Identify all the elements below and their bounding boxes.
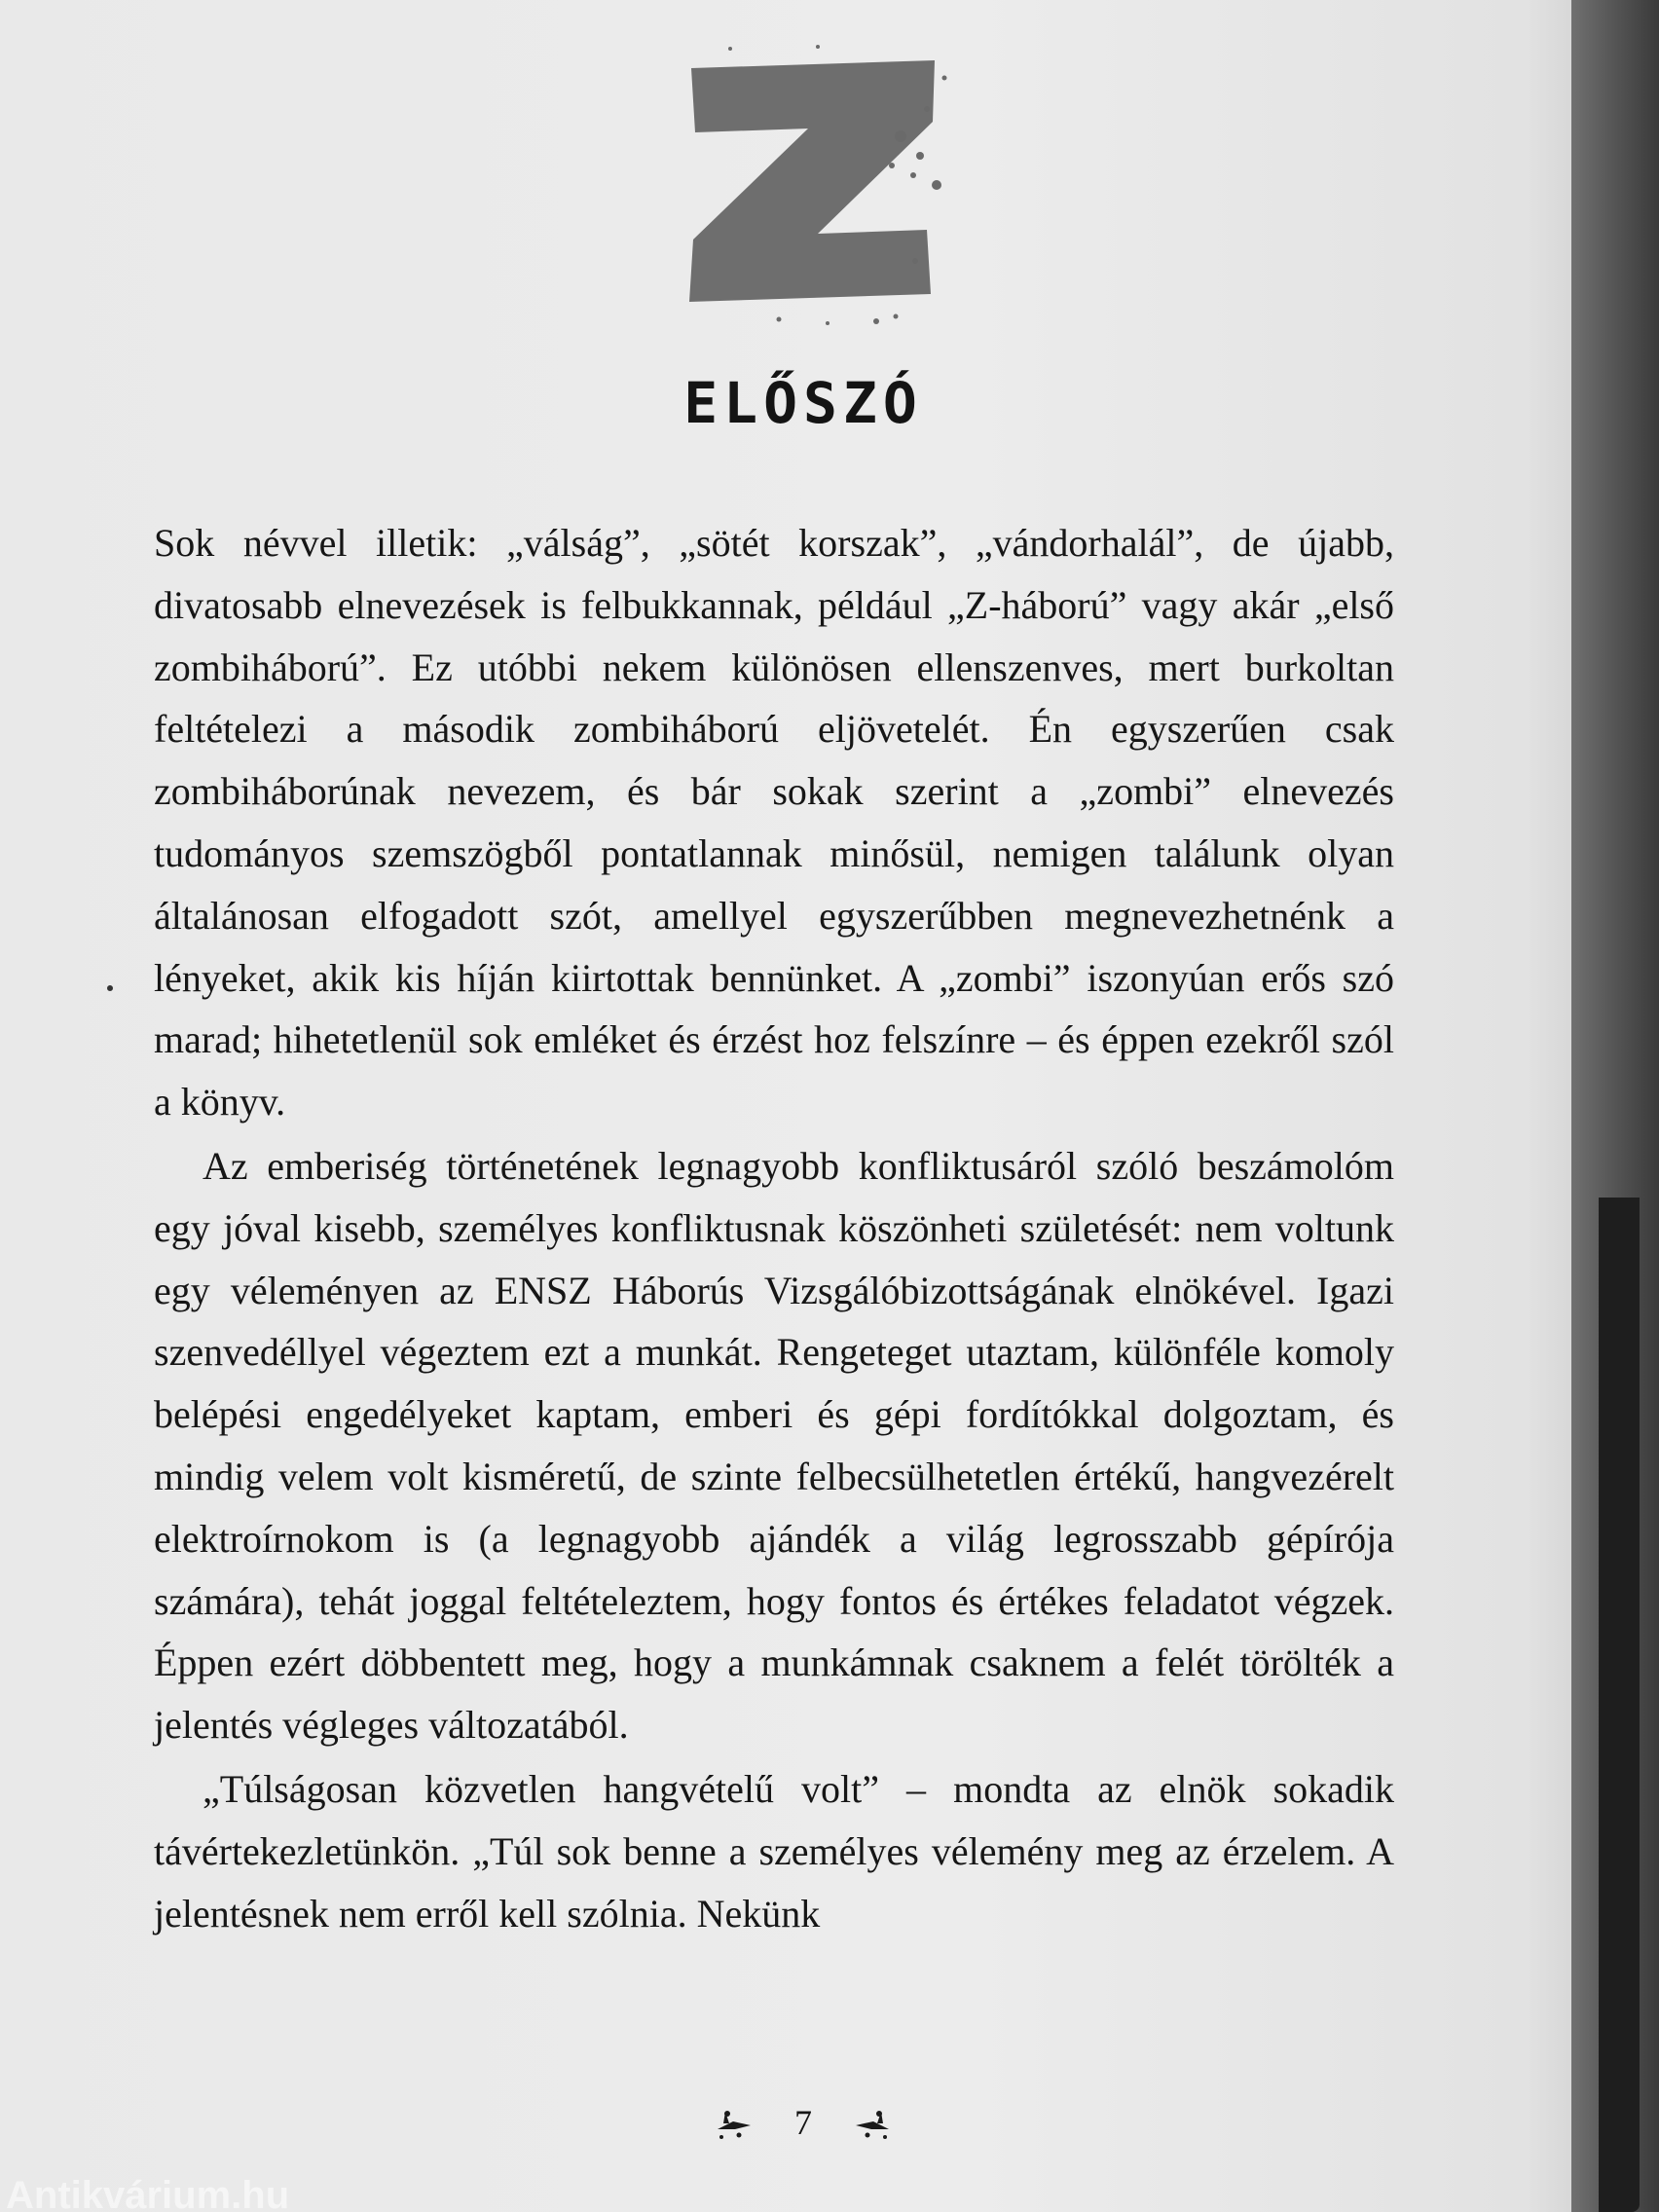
body-text <box>154 512 1394 1944</box>
page-number: 7 <box>794 2102 812 2142</box>
ink-speck <box>107 985 113 991</box>
chapter-title: ELŐSZÓ <box>683 370 923 436</box>
paragraph-1: Sok névvel illetik: „válság”, „sötét korszak”, „vándorhalál”, de újabb, divatosabb elnevezések is felbukkannak, például „Z-háború” vagy akár „első zombiháború”. Ez utóbbi nekem különösen ellenszenves, mert burkoltan feltételezi a második zombiháború eljövetelét. Én egyszerűen csak zombiháborúnak nevezem, és bár sokak szerint a „zombi” elnevezés tudományos szemszögből pontatlannak minősül, nemigen találunk olyan általánosan elfogadott szót, amellyel egyszerűbben megnevezhetnénk a lényeket, akik kis híján kiirtottak bennünket. A „zombi” iszonyúan erős szó marad; hihetetlenül sok emléket és érzést hoz felszínre – és éppen ezekről szól a könyv. <box>154 521 1394 1124</box>
paragraph-3: „Túlságosan közvetlen hangvételű volt” – mondta az elnök sokadik távértekezletünkön. „Túl sok benne a személyes vélemény meg az érzelem. A jelentésnek nem erről kell szólnia. Nekünk <box>154 1766 1394 1936</box>
book-cover-edge <box>1599 1198 1640 2212</box>
z-logo-icon <box>672 39 954 331</box>
page-footer <box>0 2098 1606 2145</box>
left-ornament-icon <box>712 2100 756 2145</box>
right-ornament-icon <box>850 2100 895 2145</box>
paragraph-2: Az emberiség történetének legnagyobb konfliktusáról szóló beszámolóm egy jóval kisebb, személyes konfliktusnak köszönheti születését: nem voltunk egy véleményen az ENSZ Háborús Vizsgálóbizottságának elnökével. Igazi szenvedéllyel végeztem ezt a munkát. Rengeteget utaztam, különféle komoly belépési engedélyeket kaptam, emberi és gépi fordítókkal dolgoztam, és mindig velem volt kisméretű, de szinte felbecsülhetetlen értékű, hangvezérelt elektroírnokom is (a legnagyobb ajándék a világ legrosszabb gépírója számára), tehát joggal feltételeztem, hogy fontos és értékes feladatot végzek. Éppen ezért döbbentett meg, hogy a munkámnak csaknem a felét törölték a jelentés végleges változatából. <box>154 1143 1394 1748</box>
watermark-text: Antikvárium.hu <box>6 2179 290 2212</box>
